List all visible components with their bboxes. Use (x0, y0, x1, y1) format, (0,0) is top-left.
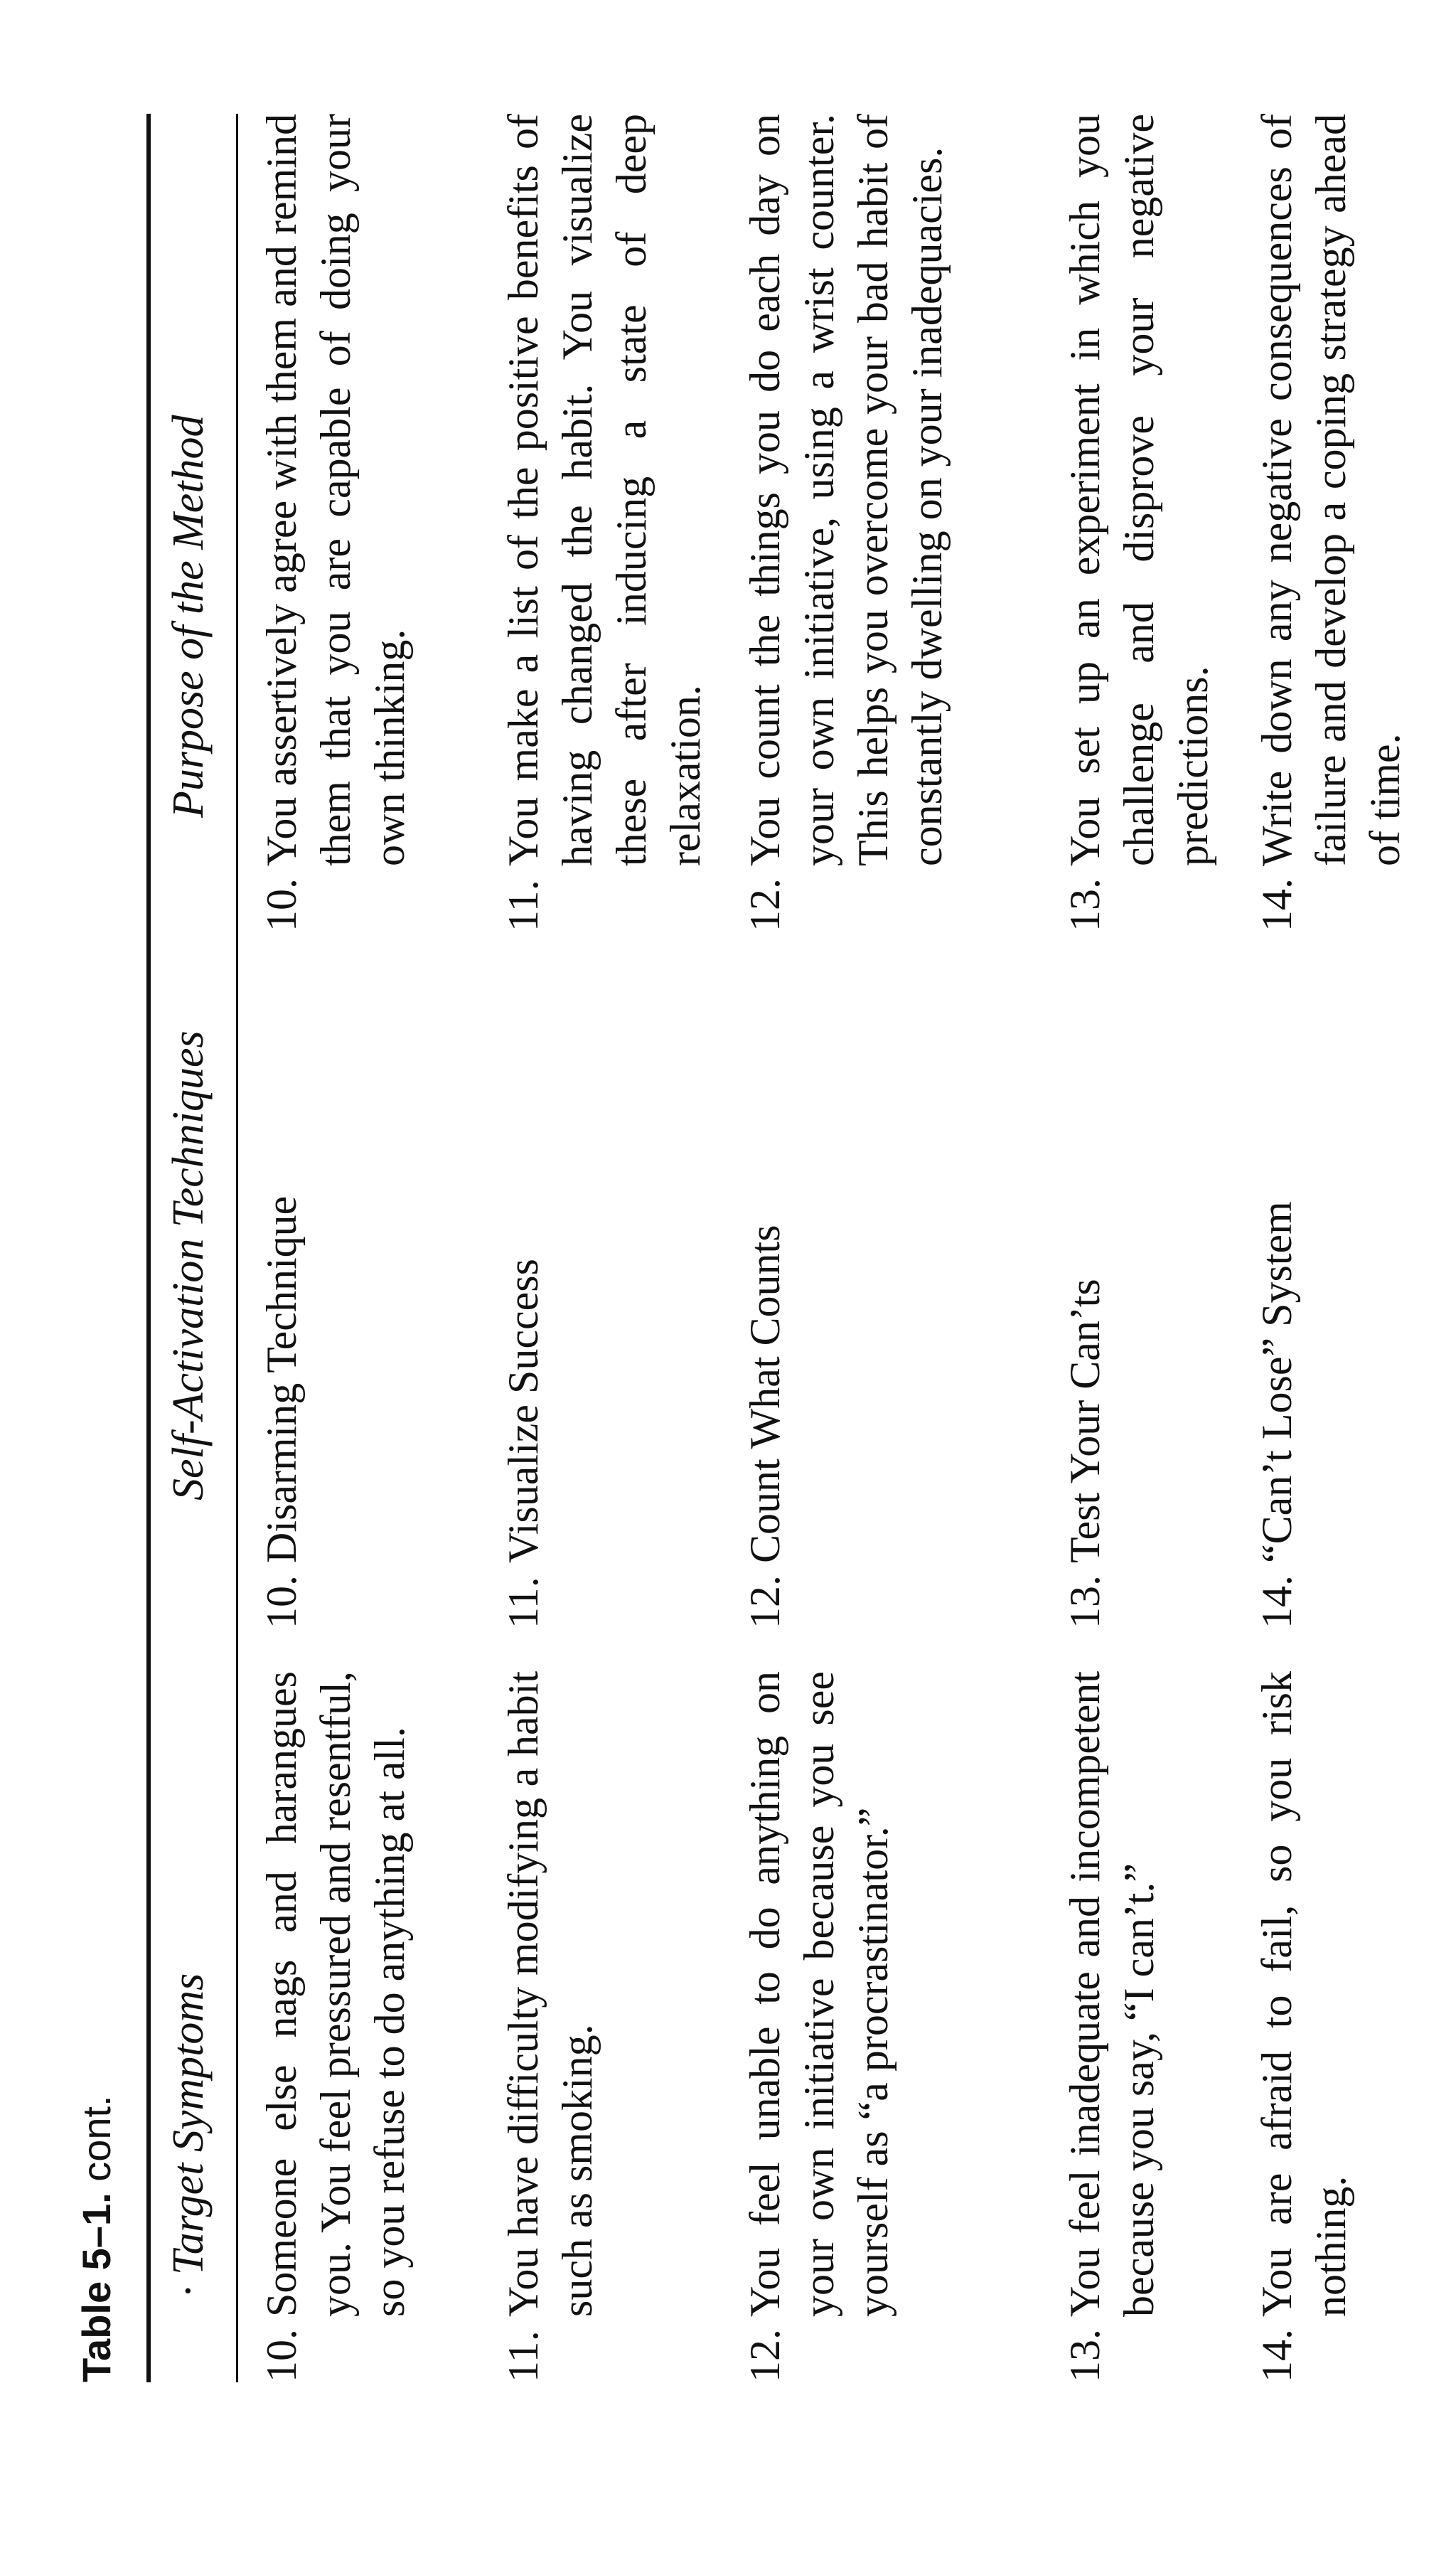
purpose-text: You assertively agree with them and remind them that you are capable of doing your own thinking. (258, 114, 413, 866)
row-number: 10. (258, 878, 305, 932)
purpose-cell (738, 114, 1058, 932)
technique-text: Visualize Success (500, 1259, 547, 1563)
row-number: 14. (1253, 878, 1300, 932)
technique-cell (738, 932, 1058, 1629)
technique-text: “Can’t Lose” System (1253, 1201, 1300, 1563)
table-row (1250, 114, 1435, 2382)
header-self-activation-techniques: Self-Activation Techniques (164, 1030, 213, 1501)
row-number: 12. (742, 2329, 788, 2382)
symptom-cell (738, 1671, 1058, 2382)
symptom-text: You feel inadequate and incompetent because you say, “I can’t.” (1061, 1671, 1162, 2317)
row-number: 10. (258, 2329, 305, 2382)
technique-cell (255, 932, 496, 1629)
table-caption-label: Table 5–1. (74, 2192, 119, 2382)
table-row (1058, 114, 1250, 2382)
rotated-page (68, 114, 1408, 2382)
row-number: 11. (500, 880, 547, 932)
table-caption (68, 2095, 125, 2382)
table-row (255, 114, 496, 2382)
row-number: 11. (500, 1577, 547, 1629)
table-caption-suffix: cont. (74, 2095, 119, 2193)
symptom-text: You are afraid to fail, so you risk nothing. (1253, 1671, 1354, 2317)
table-header (151, 114, 236, 2382)
purpose-cell (255, 114, 496, 932)
symptom-text: You feel unable to do anything on your own initiative because you see yourself as “a procrastinator.” (742, 1671, 896, 2317)
row-number: 14. (1253, 2329, 1300, 2382)
technique-text: Count What Counts (742, 1225, 788, 1563)
symptom-cell (496, 1671, 738, 2382)
symptom-text: You have difficulty modifying a habit such as smoking. (500, 1671, 601, 2317)
row-number: 13. (1061, 2329, 1108, 2382)
row-number: 13. (1061, 1575, 1108, 1629)
row-number: 12. (742, 1575, 788, 1629)
header-target-symptoms: · Target Symptoms (164, 1973, 213, 2297)
technique-cell (496, 932, 738, 1629)
symptom-cell (1058, 1671, 1250, 2382)
header-purpose-of-method: Purpose of the Method (164, 415, 213, 818)
purpose-cell (1058, 114, 1250, 932)
table-body (255, 114, 1435, 2382)
purpose-text: You make a list of the positive benefits of having changed the habit. You visualize these after inducing a state of deep relaxation. (500, 114, 709, 866)
purpose-text: You set up an experiment in which you challenge and disprove your negative predictions. (1061, 114, 1216, 866)
row-number: 13. (1061, 878, 1108, 932)
technique-text: Disarming Technique (258, 1195, 305, 1563)
table-row (738, 114, 1058, 2382)
row-number: 11. (500, 2330, 547, 2382)
technique-cell (1058, 932, 1250, 1629)
row-number: 10. (258, 1575, 305, 1629)
row-number: 12. (742, 878, 788, 932)
symptom-cell (255, 1671, 496, 2382)
table-row (496, 114, 738, 2382)
symptom-text: Someone else nags and harangues you. You feel pressured and resentful, so you refuse to do anything at all. (258, 1671, 413, 2317)
symptom-cell (1250, 1671, 1435, 2382)
purpose-text: You count the things you do each day on your own initiative, using a wrist counter. This helps you overcome your bad habit of constantly dwelling on your inadequacies. (742, 114, 951, 866)
row-number: 14. (1253, 1575, 1300, 1629)
technique-cell (1250, 932, 1435, 1629)
purpose-cell (496, 114, 738, 932)
technique-text: Test Your Can’ts (1061, 1279, 1108, 1563)
purpose-text: Write down any negative consequences of failure and develop a coping strategy ahead of time. (1253, 114, 1408, 866)
header-rule (236, 114, 238, 2382)
purpose-cell (1250, 114, 1435, 932)
